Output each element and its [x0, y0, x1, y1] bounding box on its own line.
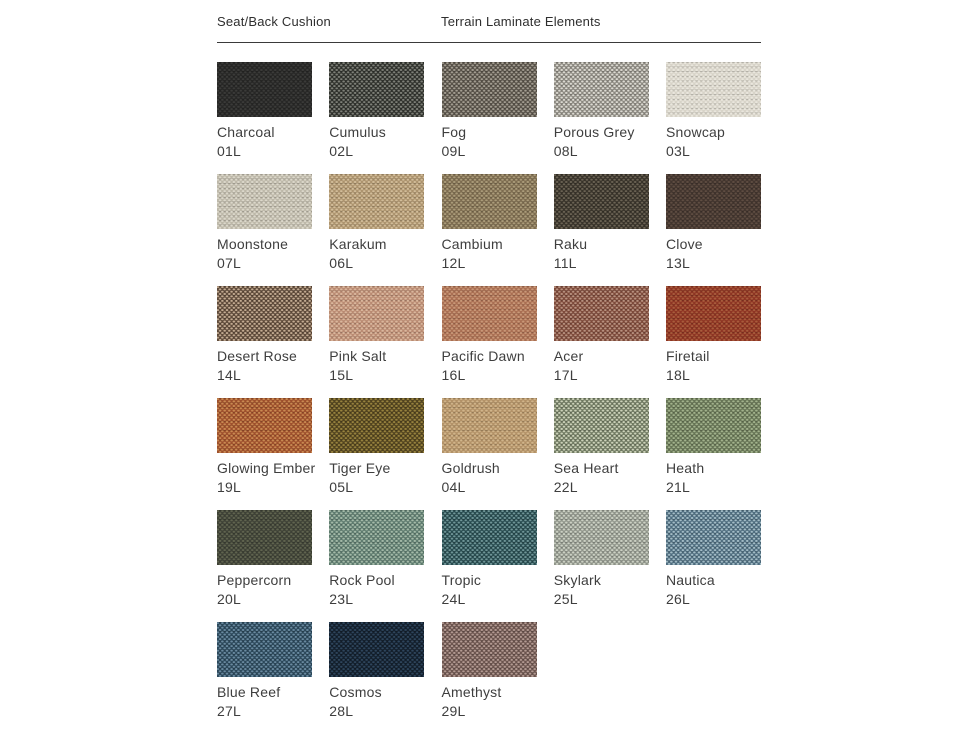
swatch-name: Glowing Ember: [217, 460, 316, 476]
fabric-swatch[interactable]: [666, 286, 761, 341]
fabric-swatch[interactable]: [554, 398, 649, 453]
fabric-swatch[interactable]: [442, 398, 537, 453]
swatch-code: 18L: [666, 367, 690, 383]
swatch-cell: [217, 398, 316, 497]
swatch-name: Raku: [553, 236, 588, 252]
fabric-swatch[interactable]: [442, 622, 537, 677]
swatch-cell: [554, 510, 649, 609]
swatch-cell: [554, 174, 649, 273]
swatch-cell: [329, 286, 424, 385]
swatch-name: Snowcap: [666, 124, 725, 140]
swatch-name: Cumulus: [329, 124, 386, 140]
swatch-name: Clove: [666, 236, 703, 252]
swatch-code: 28L: [329, 703, 354, 719]
swatch-name: Pink Salt: [329, 348, 387, 364]
swatch-cell: [217, 286, 312, 385]
swatch-code: 20L: [217, 591, 241, 607]
swatch-code: 15L: [329, 367, 354, 383]
swatch-name: Rock Pool: [329, 572, 395, 588]
swatch-cell: [666, 62, 761, 161]
swatch-code: 02L: [329, 143, 354, 159]
swatch-cell: [217, 622, 312, 721]
section-header-terrain-laminate-elements: Terrain Laminate Elements: [441, 14, 601, 29]
swatch-name: Tiger Eye: [329, 460, 391, 476]
fabric-swatch[interactable]: [329, 286, 424, 341]
header-divider: [217, 42, 761, 43]
swatch-cell: [442, 174, 537, 273]
swatch-code: 06L: [329, 255, 354, 271]
swatch-name: Cosmos: [329, 684, 382, 700]
swatch-code: 16L: [441, 367, 466, 383]
swatch-code: 24L: [441, 591, 466, 607]
swatch-section: [217, 13, 761, 721]
swatch-code: 19L: [217, 479, 241, 495]
swatch-name: Tropic: [441, 572, 482, 588]
swatch-name: Pacific Dawn: [441, 348, 525, 364]
fabric-swatch[interactable]: [217, 62, 312, 117]
swatch-name: Amethyst: [441, 684, 502, 700]
swatch-name: Peppercorn: [217, 572, 292, 588]
fabric-swatch[interactable]: [442, 174, 537, 229]
swatch-name: Moonstone: [217, 236, 289, 252]
swatch-cell: [329, 510, 424, 609]
fabric-swatch[interactable]: [442, 286, 537, 341]
swatch-cell: [442, 286, 537, 385]
swatch-name: Fog: [441, 124, 467, 140]
swatch-cell: [442, 510, 537, 609]
swatch-code: 03L: [666, 143, 690, 159]
swatch-name: Nautica: [666, 572, 715, 588]
fabric-swatch[interactable]: [217, 510, 312, 565]
swatch-name: Karakum: [329, 236, 387, 252]
fabric-swatch[interactable]: [329, 622, 424, 677]
swatch-name: Heath: [666, 460, 705, 476]
swatch-code: 25L: [553, 591, 578, 607]
swatch-code: 13L: [666, 255, 690, 271]
swatch-cell: [666, 286, 761, 385]
swatch-code: 09L: [441, 143, 466, 159]
fabric-swatch[interactable]: [329, 62, 424, 117]
swatch-name: Skylark: [553, 572, 602, 588]
swatch-code: 05L: [329, 479, 354, 495]
swatch-cell: [217, 510, 312, 609]
fabric-swatch[interactable]: [554, 62, 649, 117]
swatch-name: Sea Heart: [553, 460, 619, 476]
fabric-swatch[interactable]: [217, 622, 312, 677]
fabric-swatch[interactable]: [217, 174, 312, 229]
swatch-name: Acer: [553, 348, 584, 364]
swatch-code: 12L: [441, 255, 466, 271]
fabric-swatch[interactable]: [329, 174, 424, 229]
swatch-code: 29L: [441, 703, 466, 719]
swatch-cell: [329, 622, 424, 721]
swatch-code: 11L: [553, 255, 577, 271]
swatch-name: Desert Rose: [217, 348, 298, 364]
fabric-swatch[interactable]: [666, 398, 761, 453]
swatch-cell: [666, 174, 761, 273]
swatch-code: 04L: [441, 479, 466, 495]
fabric-swatch[interactable]: [554, 174, 649, 229]
swatch-grid: [217, 62, 761, 721]
section-headers: [217, 13, 761, 42]
fabric-swatch[interactable]: [329, 510, 424, 565]
swatch-code: 14L: [217, 367, 241, 383]
fabric-swatch[interactable]: [217, 398, 312, 453]
swatch-cell: [554, 286, 649, 385]
fabric-swatch[interactable]: [554, 286, 649, 341]
fabric-swatch[interactable]: [329, 398, 424, 453]
swatch-code: 01L: [217, 143, 241, 159]
swatch-cell: [554, 62, 649, 161]
fabric-swatch[interactable]: [666, 510, 761, 565]
swatch-cell: [666, 398, 761, 497]
swatch-name: Charcoal: [217, 124, 275, 140]
swatch-cell: [666, 510, 761, 609]
swatch-code: 21L: [666, 479, 690, 495]
swatch-code: 07L: [217, 255, 241, 271]
swatch-name: Cambium: [441, 236, 503, 252]
swatch-name: Porous Grey: [553, 124, 635, 140]
swatch-cell: [329, 174, 424, 273]
swatch-cell: [217, 62, 312, 161]
swatch-code: 17L: [553, 367, 578, 383]
fabric-swatch[interactable]: [442, 510, 537, 565]
swatch-code: 22L: [553, 479, 578, 495]
swatch-cell: [329, 62, 424, 161]
swatch-code: 08L: [553, 143, 578, 159]
swatch-cell: [329, 398, 424, 497]
swatch-code: 26L: [666, 591, 690, 607]
fabric-swatch[interactable]: [442, 62, 537, 117]
swatch-name: Blue Reef: [217, 684, 281, 700]
swatch-code: 27L: [217, 703, 241, 719]
swatch-cell: [554, 398, 649, 497]
fabric-swatch[interactable]: [554, 510, 649, 565]
swatch-name: Firetail: [666, 348, 710, 364]
fabric-swatch[interactable]: [666, 174, 761, 229]
fabric-swatch[interactable]: [666, 62, 761, 117]
fabric-swatch[interactable]: [217, 286, 312, 341]
swatch-cell: [217, 174, 312, 273]
swatch-cell: [442, 62, 537, 161]
swatch-cell: [442, 622, 537, 721]
swatch-name: Goldrush: [441, 460, 500, 476]
swatch-cell: [442, 398, 537, 497]
swatch-code: 23L: [329, 591, 354, 607]
section-header-seat-back-cushion: Seat/Back Cushion: [217, 14, 331, 29]
